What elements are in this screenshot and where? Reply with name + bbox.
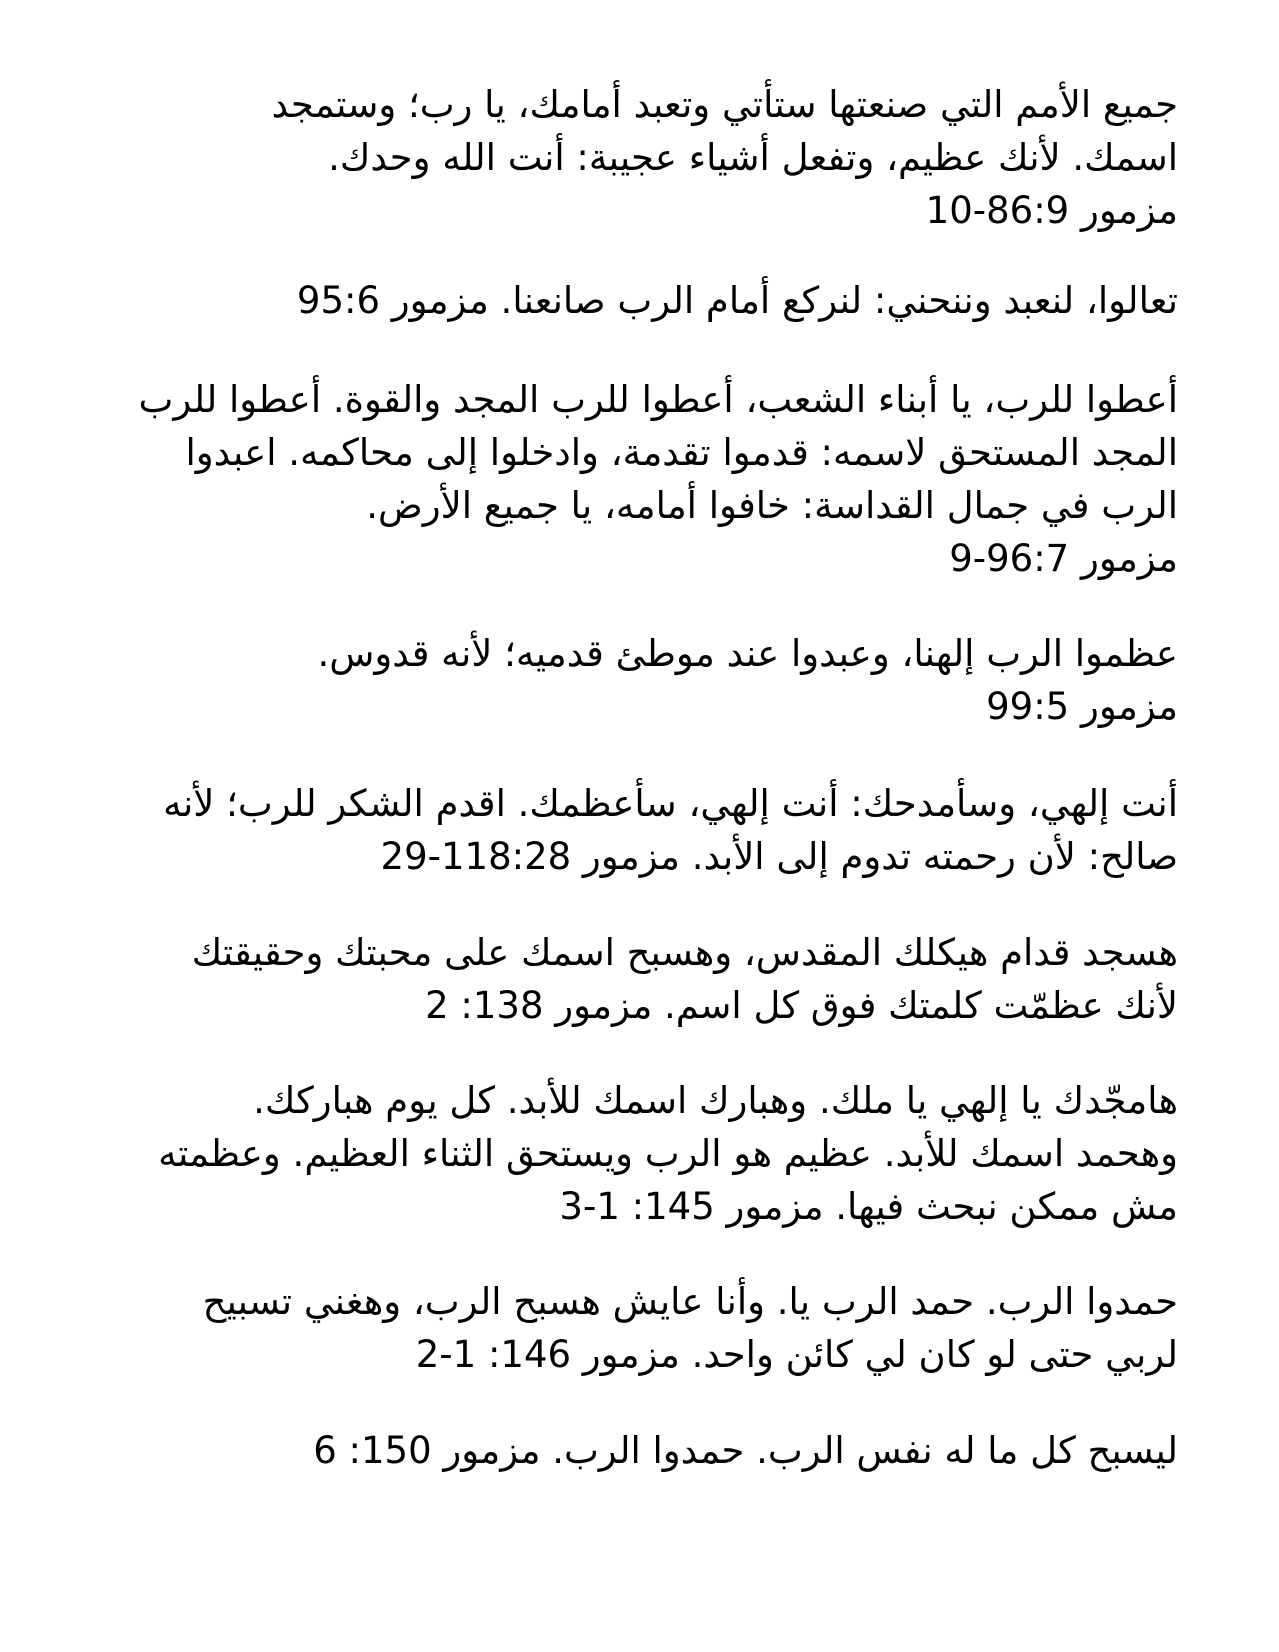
passage-line: صالح: لأن رحمته تدوم إلى الأبد. مزمور 118:28-29 bbox=[380, 835, 1178, 878]
passage-line: الرب في جمال القداسة: خافوا أمامه، يا جميع الأرض. bbox=[366, 484, 1178, 527]
passage-psalm-138 bbox=[58, 926, 1178, 1032]
passage-psalm-95 bbox=[58, 274, 1178, 327]
passage-line: أنت إلهي، وسأمدحك: أنت إلهي، سأعظمك. اقدم الشكر للرب؛ لأنه bbox=[163, 782, 1178, 825]
passage-line: لأنك عظمّت كلمتك فوق كل اسم. مزمور 138: 2 bbox=[425, 984, 1178, 1027]
passage-psalm-86 bbox=[58, 78, 1178, 237]
passage-line: اسمك. لأنك عظيم، وتفعل أشياء عجيبة: أنت الله وحدك. bbox=[328, 136, 1178, 179]
passage-line: حمدوا الرب. حمد الرب يا. وأنا عايش هسبح الرب، وهغني تسبيح bbox=[202, 1280, 1178, 1323]
passage-line: جميع الأمم التي صنعتها ستأتي وتعبد أمامك، يا رب؛ وستمجد bbox=[271, 83, 1178, 126]
passage-line: تعالوا، لنعبد وننحني: لنركع أمام الرب صانعنا. مزمور 95:6 bbox=[296, 279, 1178, 322]
passage-psalm-146 bbox=[58, 1275, 1178, 1381]
passage-psalm-145 bbox=[58, 1074, 1178, 1233]
passage-line: ليسبح كل ما له نفس الرب. حمدوا الرب. مزمور 150: 6 bbox=[313, 1429, 1178, 1472]
passage-psalm-96 bbox=[58, 373, 1178, 585]
passage-line: عظموا الرب إلهنا، وعبدوا عند موطئ قدميه؛ لأنه قدوس. bbox=[317, 632, 1178, 675]
passage-psalm-150 bbox=[58, 1424, 1178, 1477]
passage-line: هسجد قدام هيكلك المقدس، وهسبح اسمك على محبتك وحقيقتك bbox=[191, 931, 1178, 974]
passage-reference: مزمور 86:9-10 bbox=[925, 189, 1178, 232]
passage-psalm-118 bbox=[58, 777, 1178, 883]
passage-psalm-99 bbox=[58, 627, 1178, 733]
passage-line: مش ممكن نبحث فيها. مزمور 145: 1-3 bbox=[559, 1185, 1178, 1228]
passage-reference: مزمور 96:7-9 bbox=[949, 537, 1178, 580]
passage-line: المجد المستحق لاسمه: قدموا تقدمة، وادخلوا إلى محاكمه. اعبدوا bbox=[185, 431, 1178, 474]
passage-line: وهحمد اسمك للأبد. عظيم هو الرب ويستحق الثناء العظيم. وعظمته bbox=[158, 1132, 1178, 1175]
passage-line: هامجّدك يا إلهي يا ملك. وهبارك اسمك للأبد. كل يوم هباركك. bbox=[253, 1079, 1178, 1122]
passage-line: أعطوا للرب، يا أبناء الشعب، أعطوا للرب المجد والقوة. أعطوا للرب bbox=[138, 378, 1178, 421]
passage-line: لربي حتى لو كان لي كائن واحد. مزمور 146: 1-2 bbox=[415, 1333, 1178, 1376]
passage-reference: مزمور 99:5 bbox=[986, 685, 1178, 728]
